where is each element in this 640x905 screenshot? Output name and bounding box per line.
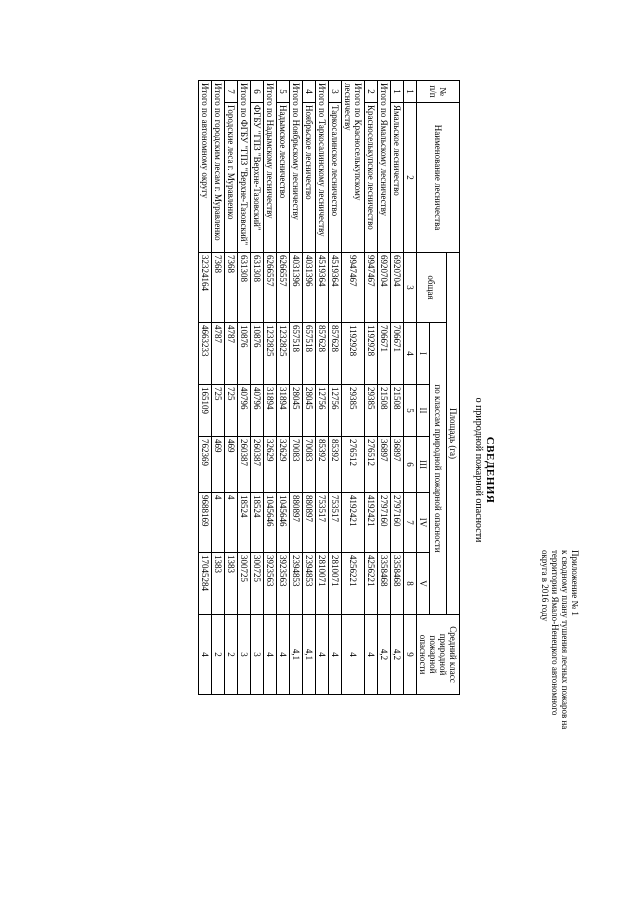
row-number: 5 — [277, 81, 290, 103]
column-number: 2 — [404, 103, 417, 253]
cell-avg: 3 — [251, 615, 264, 695]
document-heading — [473, 320, 496, 620]
table-row-total — [264, 81, 277, 695]
row-name: Надымское лесничество — [277, 103, 290, 253]
header-avg: Средний класс природной пожарной опасности — [417, 615, 460, 695]
cell-total: 6920704 — [378, 253, 391, 323]
cell-c4: 9688169 — [199, 493, 212, 553]
row-name: Красноселькупское лесничество — [365, 103, 378, 253]
table-row — [277, 81, 290, 695]
cell-c5: 1383 — [225, 553, 238, 615]
cell-c1: 1232825 — [277, 323, 290, 385]
cell-c1: 1192928 — [365, 323, 378, 385]
appendix-line-2: к сводному плану тушения лесных пожаров на — [560, 550, 570, 730]
cell-c2: 725 — [212, 385, 225, 437]
cell-c5: 300725 — [251, 553, 264, 615]
cell-c2: 40796 — [251, 385, 264, 437]
cell-total: 9947467 — [365, 253, 378, 323]
cell-avg: 4 — [365, 615, 378, 695]
column-number: 7 — [404, 493, 417, 553]
column-number: 8 — [404, 553, 417, 615]
cell-avg: 4,2 — [378, 615, 391, 695]
header-class-1: I — [417, 323, 430, 385]
cell-c4: 4192421 — [365, 493, 378, 553]
cell-c1: 706671 — [391, 323, 404, 385]
column-number: 6 — [404, 437, 417, 493]
cell-total: 6266557 — [264, 253, 277, 323]
cell-c3: 70083 — [290, 437, 303, 493]
row-name: Ноябрьское лесничество — [303, 103, 316, 253]
cell-c1: 10876 — [251, 323, 264, 385]
row-name: ФГБУ "ГПЗ "Верхне-Тазовский" — [251, 103, 264, 253]
cell-c2: 31894 — [277, 385, 290, 437]
cell-c3: 70083 — [303, 437, 316, 493]
cell-c3: 32629 — [277, 437, 290, 493]
row-total-label: Итого по Надымскому лесничеству — [264, 81, 277, 253]
cell-c3: 36897 — [391, 437, 404, 493]
table-row-total — [378, 81, 391, 695]
cell-c5: 300725 — [238, 553, 251, 615]
cell-c5: 2810071 — [329, 553, 342, 615]
cell-avg: 3 — [238, 615, 251, 695]
cell-c1: 4663233 — [199, 323, 212, 385]
cell-c1: 4787 — [212, 323, 225, 385]
cell-c4: 880897 — [303, 493, 316, 553]
column-number: 3 — [404, 253, 417, 323]
cell-total: 6920704 — [391, 253, 404, 323]
column-number: 1 — [404, 81, 417, 103]
header-total: общая — [417, 253, 447, 323]
appendix-note — [540, 550, 580, 850]
row-number: 4 — [303, 81, 316, 103]
header-class-5: V — [417, 553, 430, 615]
cell-c4: 4 — [212, 493, 225, 553]
cell-total: 9947467 — [342, 253, 365, 323]
cell-c5: 2394853 — [290, 553, 303, 615]
cell-c5: 17045284 — [199, 553, 212, 615]
cell-c3: 762369 — [199, 437, 212, 493]
cell-c5: 4256221 — [342, 553, 365, 615]
table-row — [225, 81, 238, 695]
header-class-2: II — [417, 385, 430, 437]
table-row-total — [316, 81, 329, 695]
cell-c5: 3923563 — [277, 553, 290, 615]
cell-c3: 469 — [212, 437, 225, 493]
cell-avg: 4 — [264, 615, 277, 695]
header-num: № п/п — [417, 81, 460, 103]
table-row — [365, 81, 378, 695]
cell-c3: 276512 — [342, 437, 365, 493]
cell-total: 4031396 — [303, 253, 316, 323]
cell-c3: 85392 — [316, 437, 329, 493]
appendix-line-4: округа в 2016 году — [540, 550, 550, 622]
cell-c4: 18524 — [238, 493, 251, 553]
row-name: Городские леса г. Муравленко — [225, 103, 238, 253]
cell-total: 7368 — [225, 253, 238, 323]
cell-c1: 1232825 — [264, 323, 277, 385]
cell-avg: 4,1 — [290, 615, 303, 695]
cell-c2: 28045 — [303, 385, 316, 437]
column-number: 9 — [404, 615, 417, 695]
cell-c2: 12756 — [329, 385, 342, 437]
row-number: 1 — [391, 81, 404, 103]
cell-total: 4519364 — [329, 253, 342, 323]
cell-avg: 4 — [199, 615, 212, 695]
cell-c3: 85392 — [329, 437, 342, 493]
column-number: 4 — [404, 323, 417, 385]
cell-c3: 32629 — [264, 437, 277, 493]
cell-c5: 3923563 — [264, 553, 277, 615]
cell-total: 7368 — [212, 253, 225, 323]
cell-c1: 10876 — [238, 323, 251, 385]
cell-total: 4519364 — [316, 253, 329, 323]
table-row-total — [290, 81, 303, 695]
header-name: Наименование лесничества — [417, 103, 460, 253]
cell-c1: 4787 — [225, 323, 238, 385]
table-row-total — [199, 81, 212, 695]
table-row — [391, 81, 404, 695]
cell-c5: 2810071 — [316, 553, 329, 615]
cell-c5: 3358468 — [391, 553, 404, 615]
cell-c2: 29385 — [365, 385, 378, 437]
cell-c2: 21508 — [391, 385, 404, 437]
cell-c1: 706671 — [378, 323, 391, 385]
document-title: СВЕДЕНИЯ — [484, 436, 496, 504]
cell-c2: 21508 — [378, 385, 391, 437]
row-name: Ямальское лесничество — [391, 103, 404, 253]
row-number: 6 — [251, 81, 264, 103]
cell-c4: 18524 — [251, 493, 264, 553]
cell-c5: 4256221 — [365, 553, 378, 615]
table-row — [329, 81, 342, 695]
row-total-label: Итого по Ноябрьскому лесничеству — [290, 81, 303, 253]
appendix-line-1: Приложение № 1 — [570, 550, 580, 616]
cell-c4: 753517 — [329, 493, 342, 553]
row-number: 7 — [225, 81, 238, 103]
cell-avg: 4 — [277, 615, 290, 695]
cell-avg: 4 — [329, 615, 342, 695]
cell-avg: 4 — [342, 615, 365, 695]
cell-avg: 4,1 — [303, 615, 316, 695]
cell-c2: 40796 — [238, 385, 251, 437]
table-row-total — [212, 81, 225, 695]
cell-c5: 3358468 — [378, 553, 391, 615]
cell-c2: 31894 — [264, 385, 277, 437]
cell-c3: 469 — [225, 437, 238, 493]
cell-c4: 753517 — [316, 493, 329, 553]
cell-c4: 1045646 — [277, 493, 290, 553]
header-by-class: по классам природной пожарной опасности — [430, 323, 447, 615]
cell-c2: 165109 — [199, 385, 212, 437]
column-number: 5 — [404, 385, 417, 437]
row-number: 3 — [329, 81, 342, 103]
cell-c3: 276512 — [365, 437, 378, 493]
cell-c3: 260387 — [251, 437, 264, 493]
cell-c4: 880897 — [290, 493, 303, 553]
column-number-row — [404, 81, 417, 695]
row-total-label: Итого по автономному округу — [199, 81, 212, 253]
cell-avg: 2 — [225, 615, 238, 695]
cell-c3: 260387 — [238, 437, 251, 493]
row-total-label: Итого по Красноселькупскому лесничеству — [342, 81, 365, 253]
document-subtitle: о природной пожарной опасности — [473, 397, 484, 543]
row-total-label: Итого по Таркосалинскому лесничеству — [316, 81, 329, 253]
row-total-label: Итого по городским лесам г. Муравленко — [212, 81, 225, 253]
cell-c4: 1045646 — [264, 493, 277, 553]
cell-c2: 29385 — [342, 385, 365, 437]
table-row — [303, 81, 316, 695]
row-name: Таркосалинское лесничество — [329, 103, 342, 253]
cell-total: 6266557 — [277, 253, 290, 323]
cell-c2: 12756 — [316, 385, 329, 437]
appendix-line-3: территории Ямало-Ненецкого автономного — [550, 550, 560, 716]
cell-total: 4031396 — [290, 253, 303, 323]
cell-c1: 657518 — [303, 323, 316, 385]
cell-c5: 2394853 — [303, 553, 316, 615]
header-area: Площадь (га) — [447, 253, 460, 615]
cell-total: 631308 — [251, 253, 264, 323]
cell-c4: 4192421 — [342, 493, 365, 553]
row-total-label: Итого по Ямальскому лесничеству — [378, 81, 391, 253]
cell-total: 631308 — [238, 253, 251, 323]
cell-avg: 4 — [316, 615, 329, 695]
fire-danger-table — [198, 80, 460, 695]
cell-avg: 4,2 — [391, 615, 404, 695]
cell-c2: 725 — [225, 385, 238, 437]
header-class-4: IV — [417, 493, 430, 553]
cell-c4: 2797160 — [391, 493, 404, 553]
cell-c1: 657518 — [290, 323, 303, 385]
header-class-3: III — [417, 437, 430, 493]
cell-avg: 2 — [212, 615, 225, 695]
cell-c1: 857628 — [329, 323, 342, 385]
row-number: 2 — [365, 81, 378, 103]
cell-c5: 1383 — [212, 553, 225, 615]
cell-c4: 4 — [225, 493, 238, 553]
cell-c1: 857628 — [316, 323, 329, 385]
row-total-label: Итого по ФГБУ "ГПЗ "Верхне-Тазовский" — [238, 81, 251, 253]
cell-c3: 36897 — [378, 437, 391, 493]
rotated-content — [118, 80, 588, 870]
table-row-total — [342, 81, 365, 695]
table-row — [251, 81, 264, 695]
cell-c1: 1192928 — [342, 323, 365, 385]
cell-total: 32324164 — [199, 253, 212, 323]
cell-c4: 2797160 — [378, 493, 391, 553]
table-row-total — [238, 81, 251, 695]
cell-c2: 28045 — [290, 385, 303, 437]
